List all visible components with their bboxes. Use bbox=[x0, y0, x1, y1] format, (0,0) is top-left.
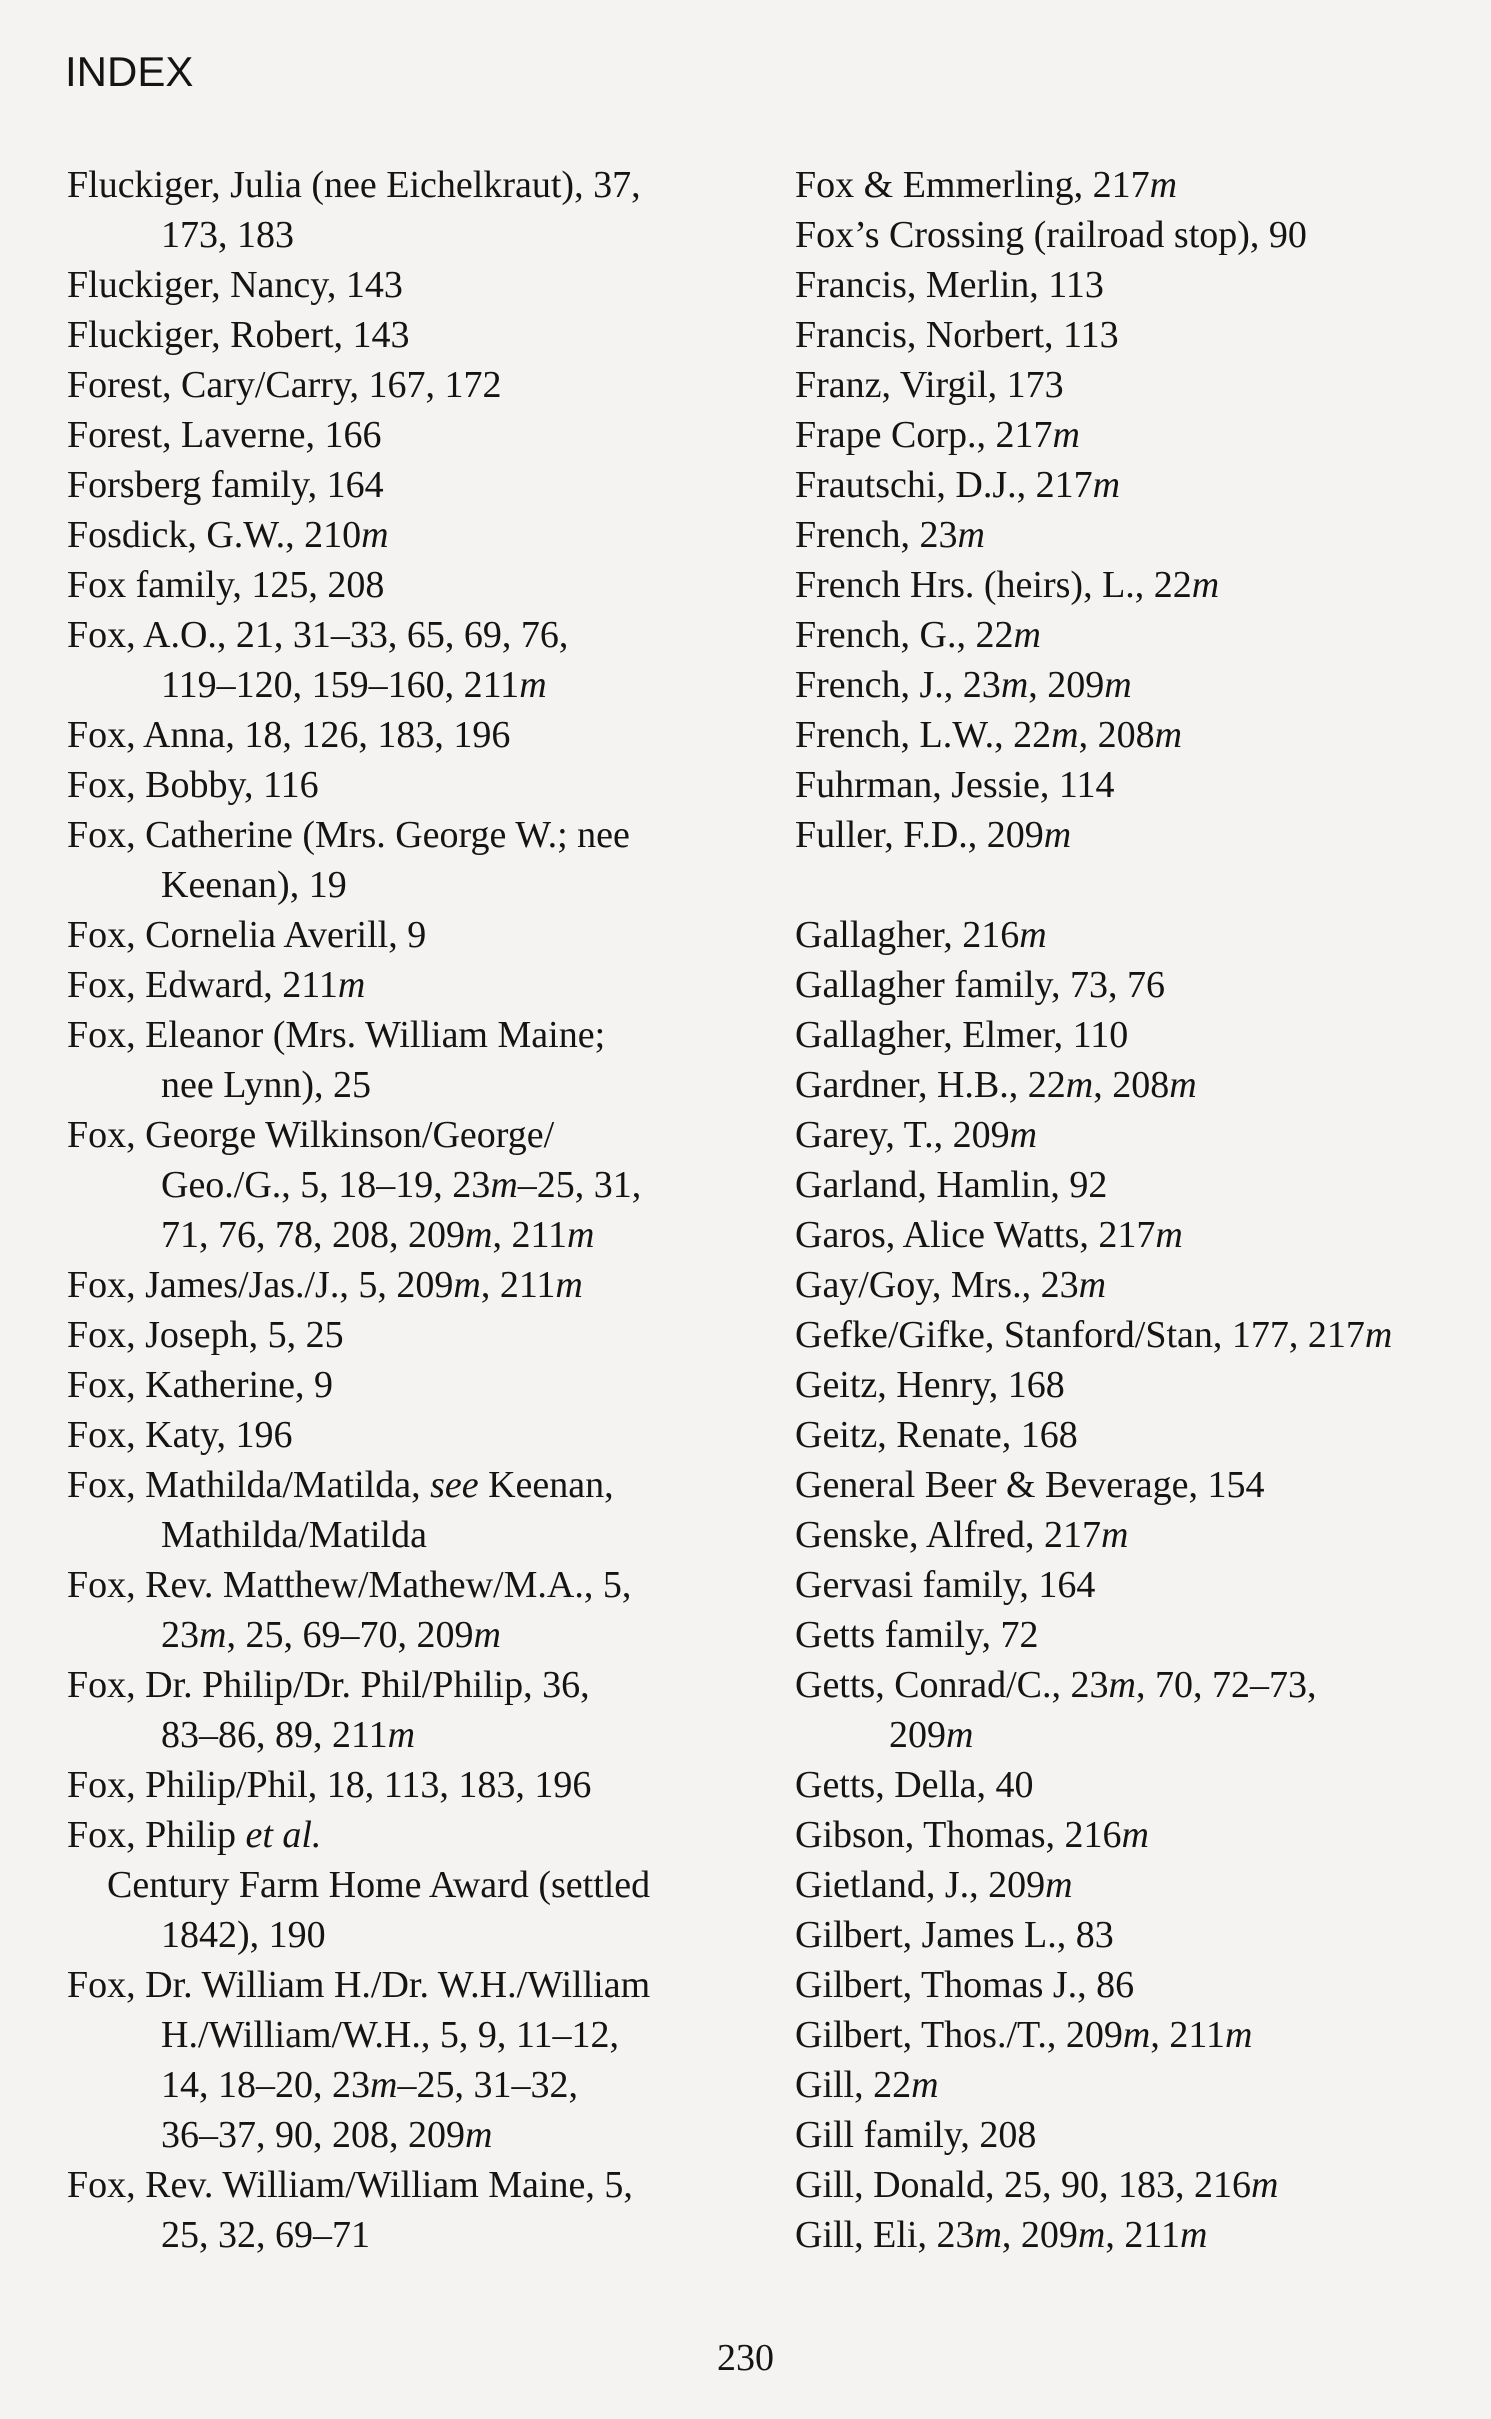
index-entry-line: Gilbert, James L., 83 bbox=[795, 1914, 1114, 1956]
index-entry bbox=[795, 1060, 1475, 1110]
index-entry-line: Gilbert, Thomas J., 86 bbox=[795, 1964, 1135, 2006]
index-entry bbox=[795, 1960, 1475, 2010]
index-entry-line: Fluckiger, Julia (nee Eichelkraut), 37, bbox=[67, 164, 641, 206]
index-entry-continuation: Keenan), 19 bbox=[161, 864, 347, 906]
index-entry-line: Getts family, 72 bbox=[795, 1614, 1039, 1656]
index-entry-line: Fox’s Crossing (railroad stop), 90 bbox=[795, 214, 1307, 256]
index-entry-line: Fox, A.O., 21, 31–33, 65, 69, 76, bbox=[67, 614, 569, 656]
index-entry-line: Getts, Della, 40 bbox=[795, 1764, 1034, 1806]
index-entry bbox=[67, 410, 767, 460]
index-entry-line: Fox, Edward, 211m bbox=[67, 964, 366, 1006]
index-entry-line: French, J., 23m, 209m bbox=[795, 664, 1132, 706]
index-entry bbox=[67, 510, 767, 560]
index-entry bbox=[795, 2060, 1475, 2110]
index-entry bbox=[795, 260, 1475, 310]
index-entry bbox=[795, 710, 1475, 760]
index-entry bbox=[795, 960, 1475, 1010]
index-entry bbox=[67, 1460, 767, 1560]
index-entry bbox=[67, 1360, 767, 1410]
index-entry bbox=[67, 560, 767, 610]
index-entry-line: Gardner, H.B., 22m, 208m bbox=[795, 1064, 1197, 1106]
index-entry bbox=[67, 1810, 767, 1860]
index-column-left bbox=[67, 160, 767, 2260]
index-entry-line: Garland, Hamlin, 92 bbox=[795, 1164, 1108, 1206]
index-entry bbox=[795, 1360, 1475, 1410]
index-entry-line: Fuller, F.D., 209m bbox=[795, 814, 1072, 856]
index-entry bbox=[67, 1260, 767, 1310]
index-entry bbox=[795, 1410, 1475, 1460]
index-entry-line: Fox, Cornelia Averill, 9 bbox=[67, 914, 427, 956]
index-entry-line: Fox, Mathilda/Matilda, see Keenan, bbox=[67, 1464, 614, 1506]
index-entry bbox=[67, 1110, 767, 1260]
index-entry-line: Fox, Dr. Philip/Dr. Phil/Philip, 36, bbox=[67, 1664, 590, 1706]
index-entry bbox=[795, 1310, 1475, 1360]
index-entry-continuation: 25, 32, 69–71 bbox=[161, 2214, 370, 2256]
index-entry-line: Gill, Eli, 23m, 209m, 211m bbox=[795, 2214, 1208, 2256]
index-entry bbox=[795, 460, 1475, 510]
index-entry-line: Fox, Anna, 18, 126, 183, 196 bbox=[67, 714, 511, 756]
index-entry-line: Fox, Rev. William/William Maine, 5, bbox=[67, 2164, 633, 2206]
index-entry bbox=[67, 310, 767, 360]
index-entry-continuation: nee Lynn), 25 bbox=[161, 1064, 372, 1106]
index-entry-line: Gibson, Thomas, 216m bbox=[795, 1814, 1149, 1856]
index-entry bbox=[795, 210, 1475, 260]
index-entry bbox=[795, 1510, 1475, 1560]
index-entry-line: Fox family, 125, 208 bbox=[67, 564, 385, 606]
index-entry-line: Fuhrman, Jessie, 114 bbox=[795, 764, 1115, 806]
index-entry-continuation: 119–120, 159–160, 211m bbox=[161, 664, 547, 706]
index-entry bbox=[795, 1160, 1475, 1210]
index-entry bbox=[67, 910, 767, 960]
index-entry-continuation: Geo./G., 5, 18–19, 23m–25, 31, bbox=[161, 1164, 642, 1206]
index-entry-line: Gilbert, Thos./T., 209m, 211m bbox=[795, 2014, 1253, 2056]
index-entry bbox=[67, 460, 767, 510]
index-entry bbox=[795, 410, 1475, 460]
index-entry-line: French, 23m bbox=[795, 514, 985, 556]
index-entry bbox=[67, 1660, 767, 1760]
index-entry bbox=[67, 1960, 767, 2160]
index-column-right bbox=[795, 160, 1475, 2260]
index-entry-line: Gill, Donald, 25, 90, 183, 216m bbox=[795, 2164, 1279, 2206]
index-entry-line: Fox, Joseph, 5, 25 bbox=[67, 1314, 344, 1356]
index-entry bbox=[67, 810, 767, 910]
index-entry bbox=[67, 610, 767, 710]
index-entry-line: Gill family, 208 bbox=[795, 2114, 1037, 2156]
index-entry bbox=[795, 1010, 1475, 1060]
index-entry-continuation: 36–37, 90, 208, 209m bbox=[161, 2114, 493, 2156]
index-entry bbox=[67, 360, 767, 410]
index-entry-continuation: 71, 76, 78, 208, 209m, 211m bbox=[161, 1214, 595, 1256]
index-entry bbox=[795, 2160, 1475, 2210]
index-entry-line: Fox, Rev. Matthew/Mathew/M.A., 5, bbox=[67, 1564, 632, 1606]
index-entry-line: Forest, Laverne, 166 bbox=[67, 414, 382, 456]
index-entry-line: Fox, Eleanor (Mrs. William Maine; bbox=[67, 1014, 606, 1056]
index-entry-line: Fox, George Wilkinson/George/ bbox=[67, 1114, 555, 1156]
index-entry bbox=[795, 1110, 1475, 1160]
page-number: 230 bbox=[717, 2337, 774, 2379]
index-entry-line: Gallagher, 216m bbox=[795, 914, 1047, 956]
index-entry bbox=[67, 760, 767, 810]
index-entry-line: Frautschi, D.J., 217m bbox=[795, 464, 1121, 506]
index-entry-line: French, G., 22m bbox=[795, 614, 1041, 656]
index-entry bbox=[795, 760, 1475, 810]
index-entry-line: French, L.W., 22m, 208m bbox=[795, 714, 1183, 756]
index-entry bbox=[795, 160, 1475, 210]
index-entry bbox=[795, 660, 1475, 710]
index-entry-line: Fox, Bobby, 116 bbox=[67, 764, 319, 806]
index-entry bbox=[67, 1310, 767, 1360]
index-entry bbox=[67, 1760, 767, 1810]
index-entry-line: Fox, Katherine, 9 bbox=[67, 1364, 333, 1406]
index-entry bbox=[67, 260, 767, 310]
index-entry bbox=[795, 510, 1475, 560]
index-entry bbox=[795, 360, 1475, 410]
index-entry-line: Gallagher family, 73, 76 bbox=[795, 964, 1166, 1006]
index-entry-line: Fox & Emmerling, 217m bbox=[795, 164, 1178, 206]
index-entry-line: Frape Corp., 217m bbox=[795, 414, 1080, 456]
index-entry-line: Garos, Alice Watts, 217m bbox=[795, 1214, 1183, 1256]
index-entry-line: Forest, Cary/Carry, 167, 172 bbox=[67, 364, 502, 406]
index-entry bbox=[67, 1410, 767, 1460]
index-entry bbox=[795, 1560, 1475, 1610]
index-entry-line: Gietland, J., 209m bbox=[795, 1864, 1073, 1906]
index-entry-line: Gay/Goy, Mrs., 23m bbox=[795, 1264, 1107, 1306]
index-entry-line: Gervasi family, 164 bbox=[795, 1564, 1096, 1606]
index-entry-line: Century Farm Home Award (settled bbox=[107, 1864, 651, 1906]
index-entry bbox=[67, 710, 767, 760]
index-entry-line: Franz, Virgil, 173 bbox=[795, 364, 1064, 406]
index-entry bbox=[795, 1660, 1475, 1760]
index-entry-line: Geitz, Henry, 168 bbox=[795, 1364, 1065, 1406]
index-entry bbox=[795, 310, 1475, 360]
index-entry-line: Fox, Philip/Phil, 18, 113, 183, 196 bbox=[67, 1764, 592, 1806]
index-entry-line: Gefke/Gifke, Stanford/Stan, 177, 217m bbox=[795, 1314, 1393, 1356]
index-entry-continuation: 173, 183 bbox=[161, 214, 294, 256]
index-entry-line: Francis, Norbert, 113 bbox=[795, 314, 1119, 356]
index-entry-continuation: 14, 18–20, 23m–25, 31–32, bbox=[161, 2064, 578, 2106]
index-entry bbox=[795, 1210, 1475, 1260]
index-entry-line: Fox, Katy, 196 bbox=[67, 1414, 293, 1456]
index-entry-line: Fox, Philip et al. bbox=[67, 1814, 322, 1856]
index-entry-line: Gill, 22m bbox=[795, 2064, 939, 2106]
index-entry-line: Getts, Conrad/C., 23m, 70, 72–73, bbox=[795, 1664, 1317, 1706]
index-entry bbox=[67, 960, 767, 1010]
index-entry-continuation: 1842), 190 bbox=[161, 1914, 326, 1956]
index-entry bbox=[67, 2160, 767, 2260]
page-title: INDEX bbox=[65, 48, 194, 95]
index-entry bbox=[67, 160, 767, 260]
index-entry bbox=[795, 2110, 1475, 2160]
index-entry-continuation: H./William/W.H., 5, 9, 11–12, bbox=[161, 2014, 619, 2056]
index-entry-line: Fosdick, G.W., 210m bbox=[67, 514, 389, 556]
index-entry-line: Fluckiger, Robert, 143 bbox=[67, 314, 410, 356]
index-entry-line: General Beer & Beverage, 154 bbox=[795, 1464, 1265, 1506]
index-entry bbox=[795, 1910, 1475, 1960]
index-entry bbox=[67, 1010, 767, 1110]
index-entry bbox=[795, 910, 1475, 960]
index-entry-line: Garey, T., 209m bbox=[795, 1114, 1038, 1156]
index-entry-line: Geitz, Renate, 168 bbox=[795, 1414, 1078, 1456]
index-entry-line: Gallagher, Elmer, 110 bbox=[795, 1014, 1129, 1056]
index-entry bbox=[67, 1860, 767, 1960]
index-entry-line: Fox, Dr. William H./Dr. W.H./William bbox=[67, 1964, 651, 2006]
index-entry bbox=[795, 1460, 1475, 1510]
index-entry-continuation: 209m bbox=[889, 1714, 974, 1756]
index-entry-line: French Hrs. (heirs), L., 22m bbox=[795, 564, 1220, 606]
index-entry bbox=[795, 1810, 1475, 1860]
index-entry-line: Fox, James/Jas./J., 5, 209m, 211m bbox=[67, 1264, 583, 1306]
index-entry-line: Fluckiger, Nancy, 143 bbox=[67, 264, 403, 306]
index-entry bbox=[795, 2210, 1475, 2260]
index-entry-line: Francis, Merlin, 113 bbox=[795, 264, 1104, 306]
index-entry-line: Forsberg family, 164 bbox=[67, 464, 384, 506]
index-entry bbox=[795, 1760, 1475, 1810]
index-entry bbox=[67, 1560, 767, 1660]
index-entry bbox=[795, 2010, 1475, 2060]
index-entry bbox=[795, 1260, 1475, 1310]
index-entry-line: Fox, Catherine (Mrs. George W.; nee bbox=[67, 814, 630, 856]
index-entry bbox=[795, 610, 1475, 660]
index-entry-continuation: Mathilda/Matilda bbox=[161, 1514, 427, 1556]
index-entry-line: Genske, Alfred, 217m bbox=[795, 1514, 1129, 1556]
index-entry bbox=[795, 1860, 1475, 1910]
index-entry-continuation: 83–86, 89, 211m bbox=[161, 1714, 416, 1756]
index-entry bbox=[795, 1610, 1475, 1660]
index-entry bbox=[795, 560, 1475, 610]
index-entry-continuation: 23m, 25, 69–70, 209m bbox=[161, 1614, 501, 1656]
index-entry bbox=[795, 810, 1475, 860]
